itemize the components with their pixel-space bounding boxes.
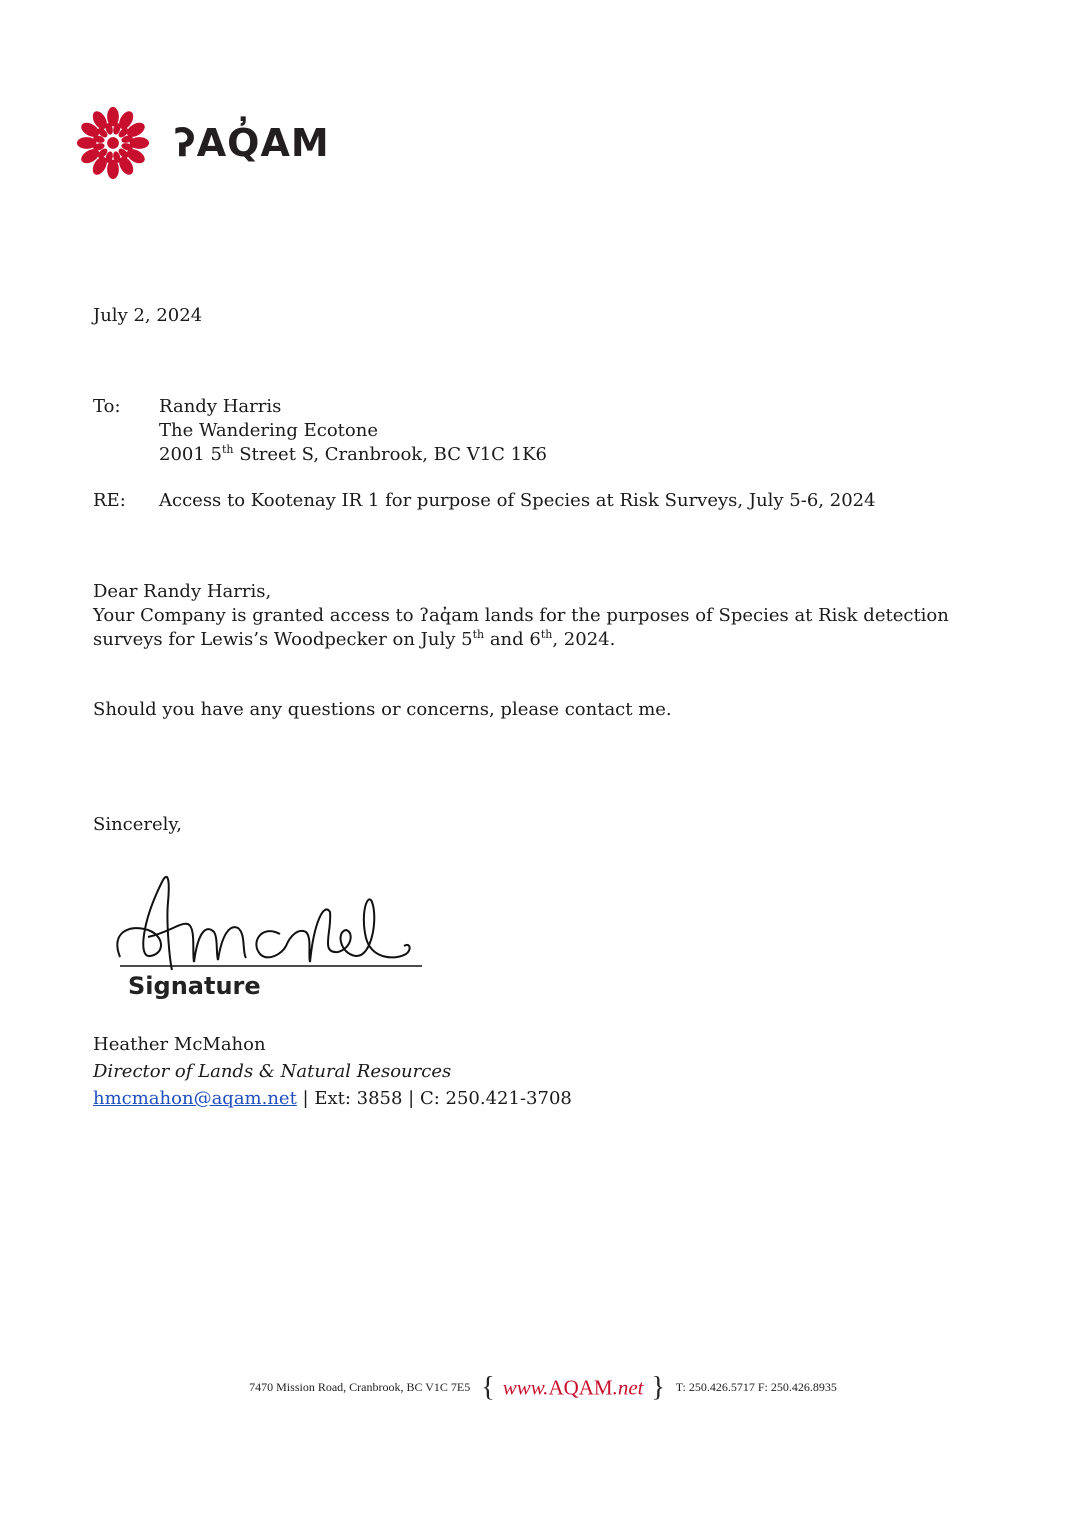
closing: Sincerely, bbox=[93, 814, 182, 835]
body-paragraph-2: Should you have any questions or concerns, please contact me. bbox=[93, 699, 672, 720]
recipient-name: Randy Harris bbox=[159, 396, 282, 417]
re-block bbox=[93, 489, 876, 513]
footer-brace-open: { bbox=[481, 1372, 495, 1403]
body-paragraph-1: Your Company is granted access to ʔaq̓am lands for the purposes of Species at Risk detection surveys for Lewis’s Woodpecker on July 5th and 6th, 2024. bbox=[93, 605, 949, 650]
footer-website[interactable]: www.AQAM.net bbox=[502, 1375, 644, 1400]
footer-phone-fax: T: 250.426.5717 F: 250.426.8935 bbox=[675, 1379, 837, 1394]
greeting: Dear Randy Harris, bbox=[93, 581, 272, 602]
to-label: To: bbox=[93, 396, 121, 417]
letterhead-logo bbox=[74, 104, 330, 182]
brand-name: ʔAQ̓AM bbox=[174, 121, 330, 165]
footer-brace-close: } bbox=[651, 1372, 665, 1403]
signer-contact bbox=[93, 1087, 572, 1111]
flower-icon bbox=[74, 104, 152, 182]
letter-date: July 2, 2024 bbox=[93, 305, 203, 326]
re-subject: Access to Kootenay IR 1 for purpose of Species at Risk Surveys, July 5-6, 2024 bbox=[159, 490, 876, 511]
letterhead-footer bbox=[0, 1372, 1086, 1404]
re-label: RE: bbox=[93, 490, 126, 511]
recipient-address: 2001 5th Street S, Cranbrook, BC V1C 1K6 bbox=[159, 443, 547, 465]
signer-title: Director of Lands & Natural Resources bbox=[93, 1061, 452, 1082]
handwritten-signature bbox=[110, 862, 430, 972]
signer-name: Heather McMahon bbox=[93, 1034, 266, 1055]
to-block bbox=[93, 395, 547, 467]
recipient-block bbox=[159, 395, 547, 467]
recipient-company: The Wandering Ecotone bbox=[159, 420, 378, 441]
signature-label: Signature bbox=[128, 972, 261, 1000]
footer-address: 7470 Mission Road, Cranbrook, BC V1C 7E5 bbox=[249, 1379, 471, 1394]
email-link[interactable]: hmcmahon@aqam.net bbox=[93, 1088, 297, 1109]
contact-details: | Ext: 3858 | C: 250.421-3708 bbox=[296, 1088, 572, 1109]
